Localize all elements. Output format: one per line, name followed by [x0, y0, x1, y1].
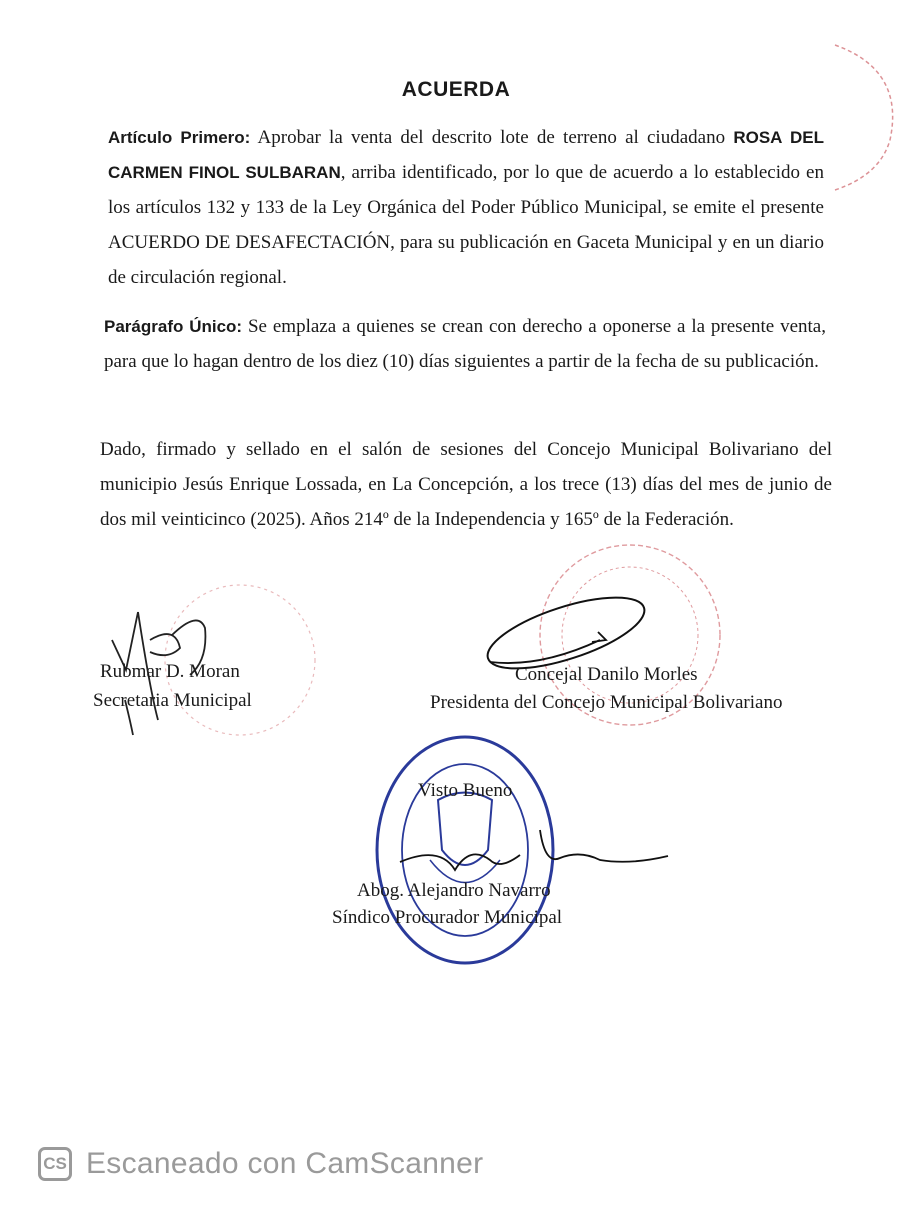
signature-bottom [400, 830, 668, 870]
document-title: ACUERDA [401, 78, 511, 101]
signer-right-name: Concejal Danilo Morles [515, 664, 698, 685]
closing-paragraph: Dado, firmado y sellado en el salón de sesiones del Concejo Municipal Bolivariano del municipio Jesús Enrique Lossada, en La Concepción, a los trece (13) días del mes de junio de dos mil veinticinco (2025). Años 214º de la Independencia y 165º de la Federación. [100, 439, 832, 530]
signer-left-role: Secretaria Municipal [93, 690, 252, 711]
camscanner-watermark [38, 1147, 483, 1181]
signer-left-name: Rubmar D. Moran [100, 661, 240, 682]
paragraph-unique-text: Se emplaza a quienes se crean con derecho a oponerse a la presente venta, para que lo hagan dentro de los diez (10) días siguientes a partir de la fecha de su publicación. [104, 316, 826, 372]
signer-bottom-name: Abog. Alejandro Navarro [357, 880, 551, 901]
article-first [108, 120, 824, 295]
paragraph-unique-label: Parágrafo Único: [104, 317, 243, 336]
buyer-name: ROSA DEL CARMEN FINOL SULBARAN [108, 128, 824, 182]
signer-bottom-role: Síndico Procurador Municipal [332, 907, 563, 928]
approval-heading: Visto Bueno [418, 780, 513, 801]
article-first-text-2: , arriba identificado, por lo que de acuerdo a lo establecido en los artículos 132 y 133 de la Ley Orgánica del Poder Público Municipal, se emite el presente ACUERDO DE DESAFECTACIÓN, para su publicación en Gaceta Municipal y en un diario de circulación regional. [108, 162, 824, 288]
red-stamp-top-right [835, 45, 893, 190]
article-first-label: Artículo Primero: [108, 128, 251, 147]
camscanner-text: Escaneado con CamScanner [86, 1147, 484, 1180]
signer-right-role: Presidenta del Concejo Municipal Bolivariano [430, 692, 783, 713]
camscanner-logo-icon: CS [38, 1147, 72, 1181]
article-first-text-1: Aprobar la venta del descrito lote de terreno al ciudadano [250, 127, 734, 148]
paragraph-unique [104, 309, 826, 379]
